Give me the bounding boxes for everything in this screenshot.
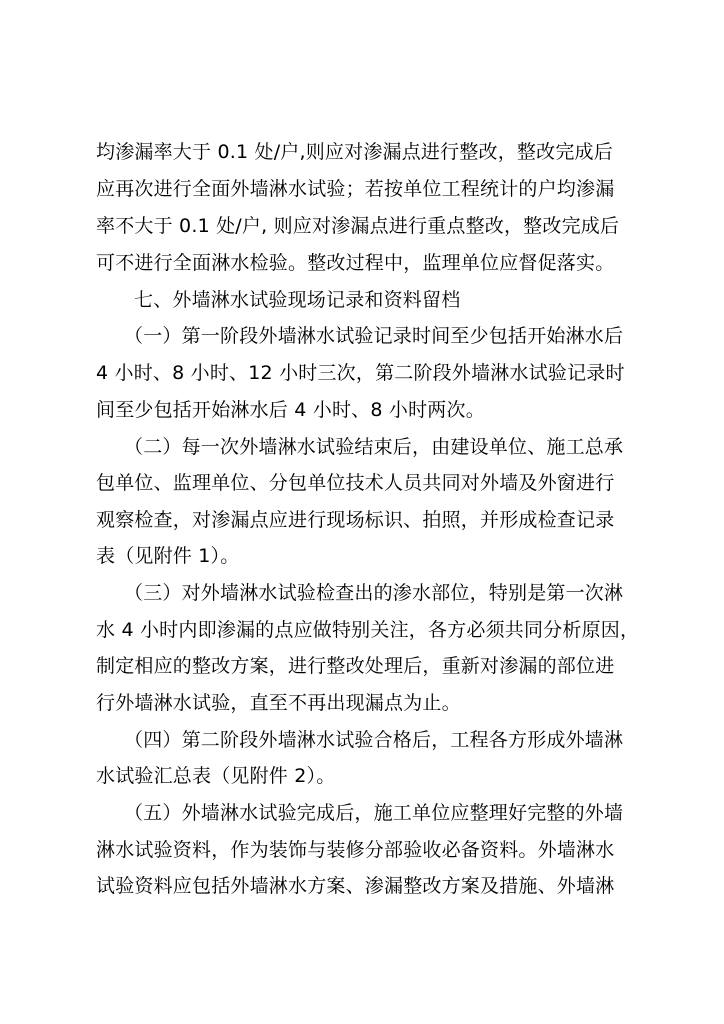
text-line: 包单位、监理单位、分包单位技术人员共同对外墙及外窗进行 [96,472,615,494]
text-line: （五）外墙淋水试验完成后，施工单位应整理好完整的外墙 [124,802,624,824]
text-line: 表（见附件 1）。 [96,545,240,567]
text-line: 淋水试验资料，作为装饰与装修分部验收必备资料。外墙淋水 [96,839,615,861]
text-line: 间至少包括开始淋水后 4 小时、8 小时两次。 [96,399,485,421]
text-line: 可不进行全面淋水检验。整改过程中，监理单位应督促落实。 [96,252,615,274]
text-line: 均渗漏率大于 0.1 处/户,则应对渗漏点进行整改，整改完成后 [96,141,613,163]
text-line: （四）第二阶段外墙淋水试验合格后，工程各方形成外墙淋 [124,729,624,751]
text-line: （二）每一次外墙淋水试验结束后，由建设单位、施工总承 [124,436,624,458]
section-heading: 七、外墙淋水试验现场记录和资料留档 [134,289,461,311]
text-line: 观察检查，对渗漏点应进行现场标识、拍照，并形成检查记录 [96,509,615,531]
text-line: 行外墙淋水试验，直至不再出现漏点为止。 [96,692,461,714]
text-line: 水 4 小时内即渗漏的点应做特别关注，各方必须共同分析原因， [96,619,640,641]
text-line: 4 小时、8 小时、12 小时三次，第二阶段外墙淋水试验记录时 [96,362,625,384]
text-line: （三）对外墙淋水试验检查出的渗水部位，特别是第一次淋 [124,582,624,604]
text-line: 水试验汇总表（见附件 2）。 [96,765,336,787]
text-line: 率不大于 0.1 处/户, 则应对渗漏点进行重点整改，整改完成后 [96,215,620,237]
text-line: 试验资料应包括外墙淋水方案、渗漏整改方案及措施、外墙淋 [96,875,615,897]
text-line: 应再次进行全面外墙淋水试验；若按单位工程统计的户均渗漏 [96,178,615,200]
text-line: （一）第一阶段外墙淋水试验记录时间至少包括开始淋水后 [124,325,624,347]
text-line: 制定相应的整改方案，进行整改处理后，重新对渗漏的部位进 [96,655,615,677]
